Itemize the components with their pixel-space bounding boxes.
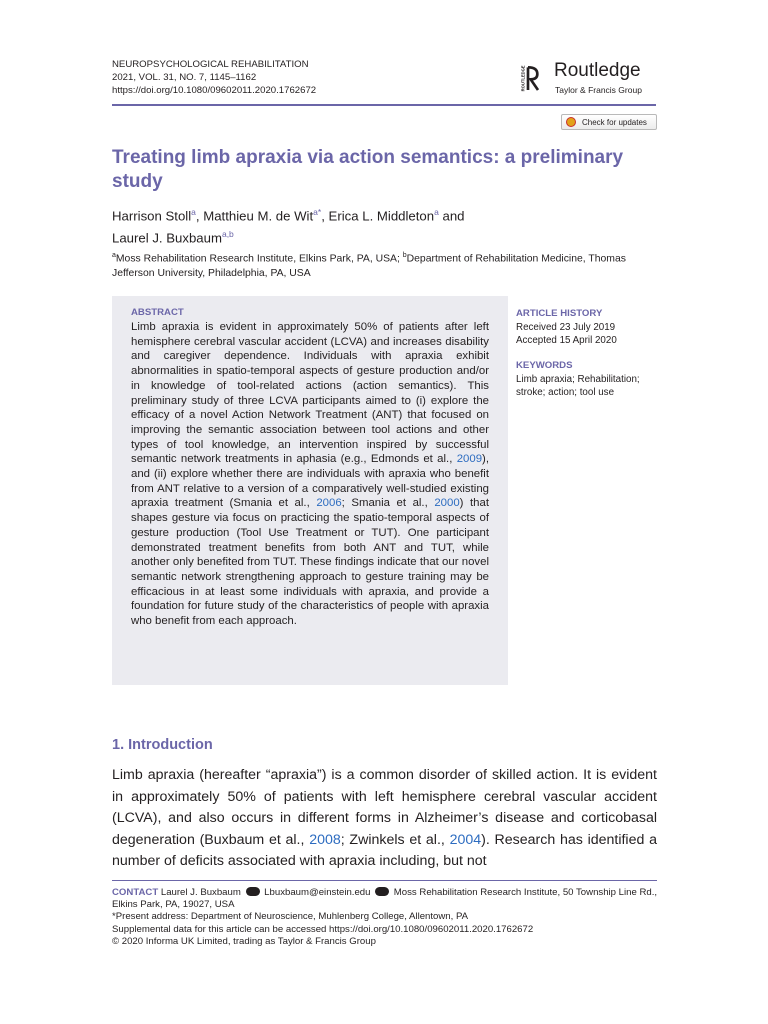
- affiliation-a: Moss Rehabilitation Research Institute, Elkins Park, PA, USA;: [115, 253, 403, 265]
- email-icon: [246, 887, 260, 896]
- intro-text-part: ; Zwinkels et al.,: [340, 831, 450, 848]
- routledge-logo: [520, 58, 660, 100]
- intro-text-part: ). Research has identified a number of deficits associated with apraxia including, but not: [112, 831, 657, 869]
- journal-doi-link[interactable]: https://doi.org/10.1080/09602011.2020.1762672: [112, 85, 317, 96]
- publisher-brand: Routledge: [554, 60, 641, 81]
- author-name[interactable]: Erica L. Middleton: [328, 208, 435, 224]
- author-name[interactable]: Matthieu M. de Wit: [203, 208, 314, 224]
- contact-address: Moss Rehabilitation Research Institute, 50 Township Line Rd., Elkins Park, PA, 19027, USA: [112, 887, 658, 911]
- footnotes: [112, 887, 660, 948]
- abstract-text: [131, 320, 489, 629]
- abstract-text-part: ), and (ii) explore whether there are individuals with apraxia who benefit from ANT relative to a version of a comparatively well-studied existing apraxia treatment (Smania et al.,: [131, 453, 489, 510]
- abstract-text-part: ; Smania et al.,: [341, 497, 435, 510]
- author-affiliation-mark[interactable]: a: [434, 207, 439, 217]
- author-star-mark[interactable]: *: [317, 207, 322, 217]
- present-address: *Present address: Department of Neuroscience, Muhlenberg College, Allentown, PA: [112, 911, 469, 923]
- citation-link[interactable]: 2000: [434, 497, 460, 510]
- supplemental-data-link[interactable]: Supplemental data for this article can be accessed https://doi.org/10.1080/09602011.2020.1762672: [112, 923, 534, 935]
- journal-citation: 2021, VOL. 31, NO. 7, 1145–1162: [112, 72, 257, 83]
- copyright: © 2020 Informa UK Limited, trading as Taylor & Francis Group: [112, 935, 376, 947]
- keywords-label: KEYWORDS: [516, 360, 573, 371]
- abstract-text-part: ) that shapes gesture via focus on practicing the spatio-temporal aspects of gesture production (Tool Use Treatment or TUT). One participant demonstrated treatment benefits from both ANT and TUT, while another only benefited from TUT. These findings indicate that our novel semantic network strengthening approach to gesture training may be efficacious in at least some individuals with apraxia, and provide a foundation for future study of the characteristics of people with apraxia who benefit from each approach.: [131, 497, 489, 628]
- section-heading: 1. Introduction: [112, 737, 213, 753]
- contact-line: [112, 887, 660, 911]
- affiliation-mark-b: b: [402, 252, 407, 259]
- article-history: [516, 321, 617, 347]
- abstract-text-part: Limb apraxia is evident in approximately 50% of patients after left hemisphere cerebral vascular accident (LCVA) and increases disability and caregiver dependence. Individuals with apraxia exhibit abnormalities in spatio-temporal aspects of gesture production and/or in knowledge of tool-related actions (action semantics). This preliminary study of three LCVA participants aimed to (i) explore the efficacy of a novel Action Network Treatment (ANT) that focused on improving the semantic association between tool actions and other types of tool knowledge, an intervention inspired by successful semantic network treatments in aphasia (e.g., Edmonds et al.,: [131, 321, 489, 466]
- contact-label: CONTACT: [112, 887, 159, 898]
- keywords-text: Limb apraxia; Rehabilitation; stroke; action; tool use: [516, 374, 640, 398]
- author-separator: and: [438, 208, 465, 224]
- routledge-mark-icon: [520, 58, 540, 98]
- author-name[interactable]: Harrison Stoll: [112, 208, 192, 224]
- check-for-updates-label: Check for updates: [582, 117, 647, 127]
- author-separator: ,: [321, 208, 329, 224]
- author-separator: ,: [195, 208, 204, 224]
- author-affiliation-mark[interactable]: a,b: [221, 229, 234, 240]
- citation-link[interactable]: 2008: [309, 831, 341, 848]
- address-icon: [375, 887, 389, 896]
- author-name[interactable]: Laurel J. Buxbaum: [112, 230, 222, 246]
- author-affiliation-mark[interactable]: a: [313, 207, 318, 217]
- accepted-date: Accepted 15 April 2020: [516, 335, 617, 346]
- routledge-vertical-text: ROUTLEDGE: [520, 65, 526, 92]
- article-history-label: ARTICLE HISTORY: [516, 308, 603, 319]
- affiliation-mark-a: a: [112, 252, 116, 259]
- contact-name: Laurel J. Buxbaum: [158, 887, 244, 898]
- article-title: Treating limb apraxia via action semantics: a preliminary study: [112, 147, 624, 192]
- journal-header: [112, 58, 316, 97]
- affiliation-b: Department of Rehabilitation Medicine, Thomas Jefferson University, Philadelphia, PA, USA: [112, 253, 626, 280]
- received-date: Received 23 July 2019: [516, 322, 616, 333]
- footnote-rule: [112, 880, 657, 881]
- citation-link[interactable]: 2006: [316, 497, 342, 510]
- crossmark-icon: [566, 117, 576, 127]
- citation-link[interactable]: 2004: [449, 831, 482, 848]
- abstract-label: ABSTRACT: [131, 307, 184, 318]
- publisher-group: Taylor & Francis Group: [555, 85, 642, 95]
- affiliations: [112, 248, 660, 281]
- author-affiliation-mark[interactable]: a: [191, 207, 196, 217]
- intro-text-part: Limb apraxia (hereafter “apraxia”) is a common disorder of skilled action. It is evident in approximately 50% of patients with left hemisphere cerebral vascular accident (LCVA), and also occurs in different forms in Alzheimer’s disease and corticobasal degeneration (Buxbaum et al.,: [112, 767, 657, 848]
- journal-name: NEUROPSYCHOLOGICAL REHABILITATION: [112, 59, 309, 70]
- author-list: [112, 203, 660, 248]
- contact-email-link[interactable]: Lbuxbaum@einstein.edu: [261, 887, 374, 898]
- check-for-updates-button[interactable]: [561, 114, 657, 130]
- intro-paragraph: [112, 765, 657, 873]
- header-rule: [112, 104, 656, 106]
- citation-link[interactable]: 2009: [456, 453, 483, 466]
